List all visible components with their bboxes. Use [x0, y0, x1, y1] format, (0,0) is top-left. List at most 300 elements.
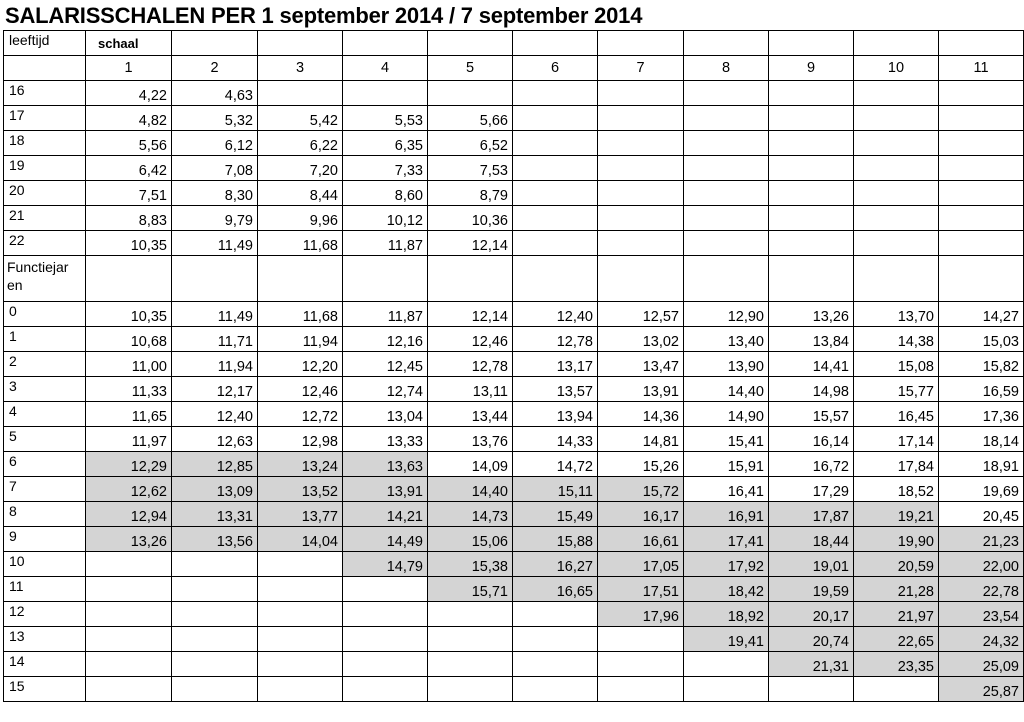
- wage-cell: 10,35: [86, 231, 172, 256]
- function-year-row: [4, 427, 1024, 452]
- wage-cell: 6,42: [86, 156, 172, 181]
- function-year-row: [4, 677, 1024, 702]
- empty-cell: [86, 577, 172, 602]
- empty-cell: [513, 81, 598, 106]
- empty-cell: [684, 81, 769, 106]
- age-row: [4, 156, 1024, 181]
- row-label: 21: [4, 206, 86, 231]
- empty-cell: [172, 652, 258, 677]
- empty-cell: [428, 256, 513, 302]
- scale-number-6: 6: [513, 56, 598, 81]
- empty-cell: [513, 31, 598, 56]
- wage-cell: 14,09: [428, 452, 513, 477]
- empty-cell: [598, 677, 684, 702]
- empty-cell: [684, 156, 769, 181]
- wage-cell: 16,61: [598, 527, 684, 552]
- wage-cell: 6,12: [172, 131, 258, 156]
- empty-cell: [86, 652, 172, 677]
- empty-cell: [598, 652, 684, 677]
- wage-cell: 24,32: [939, 627, 1024, 652]
- wage-cell: 13,26: [86, 527, 172, 552]
- wage-cell: 19,69: [939, 477, 1024, 502]
- wage-cell: 11,71: [172, 327, 258, 352]
- empty-cell: [172, 677, 258, 702]
- wage-cell: 13,76: [428, 427, 513, 452]
- scale-header: schaal: [86, 31, 172, 56]
- wage-cell: 13,70: [854, 302, 939, 327]
- empty-cell: [598, 156, 684, 181]
- wage-cell: 16,91: [684, 502, 769, 527]
- wage-cell: 14,79: [343, 552, 428, 577]
- empty-cell: [598, 627, 684, 652]
- wage-cell: 13,57: [513, 377, 598, 402]
- empty-cell: [854, 131, 939, 156]
- wage-cell: 11,49: [172, 302, 258, 327]
- empty-cell: [684, 256, 769, 302]
- wage-cell: 12,94: [86, 502, 172, 527]
- wage-cell: 15,41: [684, 427, 769, 452]
- wage-cell: 10,36: [428, 206, 513, 231]
- wage-cell: 22,65: [854, 627, 939, 652]
- empty-cell: [513, 602, 598, 627]
- wage-cell: 19,90: [854, 527, 939, 552]
- empty-cell: [86, 256, 172, 302]
- wage-cell: 15,88: [513, 527, 598, 552]
- scale-number-5: 5: [428, 56, 513, 81]
- wage-cell: 5,42: [258, 106, 343, 131]
- wage-cell: 20,17: [769, 602, 854, 627]
- wage-cell: 13,90: [684, 352, 769, 377]
- empty-cell: [769, 156, 854, 181]
- wage-cell: 8,44: [258, 181, 343, 206]
- empty-cell: [258, 577, 343, 602]
- wage-cell: 19,21: [854, 502, 939, 527]
- empty-cell: [598, 106, 684, 131]
- wage-cell: 19,01: [769, 552, 854, 577]
- wage-cell: 13,94: [513, 402, 598, 427]
- wage-cell: 12,14: [428, 231, 513, 256]
- empty-cell: [854, 81, 939, 106]
- empty-cell: [769, 106, 854, 131]
- wage-cell: 21,28: [854, 577, 939, 602]
- age-row: [4, 231, 1024, 256]
- row-label: 16: [4, 81, 86, 106]
- function-year-row: [4, 602, 1024, 627]
- wage-cell: 5,53: [343, 106, 428, 131]
- empty-cell: [854, 206, 939, 231]
- function-year-row: [4, 327, 1024, 352]
- wage-cell: 6,52: [428, 131, 513, 156]
- empty-cell: [172, 256, 258, 302]
- wage-cell: 12,45: [343, 352, 428, 377]
- wage-cell: 11,49: [172, 231, 258, 256]
- wage-cell: 4,22: [86, 81, 172, 106]
- wage-cell: 16,27: [513, 552, 598, 577]
- wage-cell: 13,84: [769, 327, 854, 352]
- row-label: 0: [4, 302, 86, 327]
- wage-cell: 11,87: [343, 231, 428, 256]
- wage-cell: 14,98: [769, 377, 854, 402]
- wage-cell: 15,03: [939, 327, 1024, 352]
- wage-cell: 14,36: [598, 402, 684, 427]
- wage-cell: 13,77: [258, 502, 343, 527]
- wage-cell: 25,87: [939, 677, 1024, 702]
- empty-cell: [939, 156, 1024, 181]
- wage-cell: 25,09: [939, 652, 1024, 677]
- function-year-row: [4, 352, 1024, 377]
- scale-number-8: 8: [684, 56, 769, 81]
- wage-cell: 10,68: [86, 327, 172, 352]
- empty-cell: [939, 181, 1024, 206]
- wage-cell: 12,16: [343, 327, 428, 352]
- wage-cell: 15,71: [428, 577, 513, 602]
- empty-cell: [684, 181, 769, 206]
- row-label: 20: [4, 181, 86, 206]
- empty-cell: [343, 677, 428, 702]
- wage-cell: 13,24: [258, 452, 343, 477]
- row-label: 15: [4, 677, 86, 702]
- empty-cell: [428, 602, 513, 627]
- empty-cell: [258, 652, 343, 677]
- wage-cell: 14,04: [258, 527, 343, 552]
- wage-cell: 5,56: [86, 131, 172, 156]
- wage-cell: 21,31: [769, 652, 854, 677]
- wage-cell: 12,78: [428, 352, 513, 377]
- wage-cell: 15,77: [854, 377, 939, 402]
- row-label: 7: [4, 477, 86, 502]
- scale-number-2: 2: [172, 56, 258, 81]
- wage-cell: 17,87: [769, 502, 854, 527]
- wage-cell: 8,60: [343, 181, 428, 206]
- row-label: 22: [4, 231, 86, 256]
- empty-cell: [513, 652, 598, 677]
- row-label: 12: [4, 602, 86, 627]
- page-title: SALARISSCHALEN PER 1 september 2014 / 7 september 2014: [5, 3, 643, 28]
- empty-cell: [684, 652, 769, 677]
- empty-cell: [939, 231, 1024, 256]
- wage-cell: 11,97: [86, 427, 172, 452]
- wage-cell: 18,42: [684, 577, 769, 602]
- wage-cell: 11,94: [172, 352, 258, 377]
- empty-cell: [428, 627, 513, 652]
- row-label: 9: [4, 527, 86, 552]
- empty-cell: [258, 627, 343, 652]
- wage-cell: 7,33: [343, 156, 428, 181]
- function-year-row: [4, 402, 1024, 427]
- wage-cell: 16,65: [513, 577, 598, 602]
- empty-cell: [598, 206, 684, 231]
- wage-cell: 23,35: [854, 652, 939, 677]
- wage-cell: 13,17: [513, 352, 598, 377]
- wage-cell: 16,17: [598, 502, 684, 527]
- wage-cell: 15,82: [939, 352, 1024, 377]
- wage-cell: 13,11: [428, 377, 513, 402]
- table-body: [4, 31, 1024, 702]
- wage-cell: 11,68: [258, 302, 343, 327]
- scale-number-1: 1: [86, 56, 172, 81]
- wage-cell: 12,40: [172, 402, 258, 427]
- wage-cell: 13,56: [172, 527, 258, 552]
- empty-cell: [598, 31, 684, 56]
- empty-cell: [513, 181, 598, 206]
- wage-cell: 18,44: [769, 527, 854, 552]
- wage-cell: 16,72: [769, 452, 854, 477]
- empty-cell: [854, 156, 939, 181]
- row-label: 14: [4, 652, 86, 677]
- empty-cell: [258, 31, 343, 56]
- empty-cell: [428, 81, 513, 106]
- empty-cell: [428, 652, 513, 677]
- empty-cell: [513, 131, 598, 156]
- wage-cell: 15,11: [513, 477, 598, 502]
- wage-cell: 12,14: [428, 302, 513, 327]
- empty-cell: [769, 677, 854, 702]
- wage-cell: 15,91: [684, 452, 769, 477]
- empty-cell: [86, 677, 172, 702]
- wage-cell: 7,53: [428, 156, 513, 181]
- empty-cell: [86, 602, 172, 627]
- age-row: [4, 81, 1024, 106]
- empty-cell: [4, 56, 86, 81]
- wage-cell: 14,90: [684, 402, 769, 427]
- wage-cell: 17,92: [684, 552, 769, 577]
- wage-cell: 13,33: [343, 427, 428, 452]
- wage-cell: 13,91: [343, 477, 428, 502]
- wage-cell: 15,49: [513, 502, 598, 527]
- empty-cell: [172, 602, 258, 627]
- wage-cell: 17,36: [939, 402, 1024, 427]
- wage-cell: 15,26: [598, 452, 684, 477]
- function-year-row: [4, 577, 1024, 602]
- wage-cell: 7,08: [172, 156, 258, 181]
- wage-cell: 6,35: [343, 131, 428, 156]
- wage-cell: 12,74: [343, 377, 428, 402]
- function-year-row: [4, 452, 1024, 477]
- empty-cell: [939, 206, 1024, 231]
- empty-cell: [86, 627, 172, 652]
- empty-cell: [258, 81, 343, 106]
- empty-cell: [854, 231, 939, 256]
- wage-cell: 12,78: [513, 327, 598, 352]
- wage-cell: 15,72: [598, 477, 684, 502]
- row-label: 10: [4, 552, 86, 577]
- empty-cell: [513, 231, 598, 256]
- wage-cell: 12,17: [172, 377, 258, 402]
- wage-cell: 17,29: [769, 477, 854, 502]
- empty-cell: [343, 652, 428, 677]
- wage-cell: 13,63: [343, 452, 428, 477]
- empty-cell: [769, 81, 854, 106]
- empty-cell: [172, 627, 258, 652]
- scale-number-11: 11: [939, 56, 1024, 81]
- wage-cell: 13,26: [769, 302, 854, 327]
- wage-cell: 11,65: [86, 402, 172, 427]
- wage-cell: 11,68: [258, 231, 343, 256]
- empty-cell: [513, 106, 598, 131]
- wage-cell: 20,45: [939, 502, 1024, 527]
- row-label: 3: [4, 377, 86, 402]
- scale-number-7: 7: [598, 56, 684, 81]
- wage-cell: 15,08: [854, 352, 939, 377]
- function-year-row: [4, 302, 1024, 327]
- row-label: 19: [4, 156, 86, 181]
- empty-cell: [598, 181, 684, 206]
- empty-cell: [939, 131, 1024, 156]
- wage-cell: 20,59: [854, 552, 939, 577]
- row-label: 17: [4, 106, 86, 131]
- function-year-row: [4, 477, 1024, 502]
- empty-cell: [598, 256, 684, 302]
- row-label: 8: [4, 502, 86, 527]
- wage-cell: 10,35: [86, 302, 172, 327]
- row-label: 4: [4, 402, 86, 427]
- wage-cell: 5,32: [172, 106, 258, 131]
- section-row-functiejaren: [4, 256, 1024, 302]
- empty-cell: [428, 677, 513, 702]
- wage-cell: 11,94: [258, 327, 343, 352]
- empty-cell: [343, 602, 428, 627]
- wage-cell: 22,78: [939, 577, 1024, 602]
- empty-cell: [343, 627, 428, 652]
- row-label: 2: [4, 352, 86, 377]
- wage-cell: 4,82: [86, 106, 172, 131]
- wage-cell: 5,66: [428, 106, 513, 131]
- wage-cell: 13,09: [172, 477, 258, 502]
- empty-cell: [513, 677, 598, 702]
- empty-cell: [258, 602, 343, 627]
- wage-cell: 12,40: [513, 302, 598, 327]
- scale-number-4: 4: [343, 56, 428, 81]
- section-label: Functiejar en: [4, 256, 86, 302]
- age-row: [4, 131, 1024, 156]
- empty-cell: [343, 256, 428, 302]
- function-year-row: [4, 502, 1024, 527]
- wage-cell: 12,72: [258, 402, 343, 427]
- wage-cell: 22,00: [939, 552, 1024, 577]
- wage-cell: 18,52: [854, 477, 939, 502]
- wage-cell: 11,33: [86, 377, 172, 402]
- empty-cell: [684, 231, 769, 256]
- row-label: 1: [4, 327, 86, 352]
- empty-cell: [513, 206, 598, 231]
- wage-cell: 21,97: [854, 602, 939, 627]
- wage-cell: 9,96: [258, 206, 343, 231]
- wage-cell: 13,40: [684, 327, 769, 352]
- wage-cell: 19,59: [769, 577, 854, 602]
- wage-cell: 14,72: [513, 452, 598, 477]
- wage-cell: 13,47: [598, 352, 684, 377]
- wage-cell: 15,38: [428, 552, 513, 577]
- wage-cell: 14,73: [428, 502, 513, 527]
- wage-cell: 17,51: [598, 577, 684, 602]
- empty-cell: [172, 31, 258, 56]
- wage-cell: 13,44: [428, 402, 513, 427]
- empty-cell: [258, 256, 343, 302]
- empty-cell: [769, 181, 854, 206]
- empty-cell: [939, 31, 1024, 56]
- wage-cell: 12,90: [684, 302, 769, 327]
- wage-cell: 17,96: [598, 602, 684, 627]
- empty-cell: [598, 81, 684, 106]
- wage-cell: 9,79: [172, 206, 258, 231]
- wage-cell: 14,21: [343, 502, 428, 527]
- wage-cell: 15,06: [428, 527, 513, 552]
- empty-cell: [428, 31, 513, 56]
- row-label: 11: [4, 577, 86, 602]
- empty-cell: [684, 206, 769, 231]
- wage-cell: 17,14: [854, 427, 939, 452]
- wage-cell: 12,98: [258, 427, 343, 452]
- wage-cell: 15,57: [769, 402, 854, 427]
- empty-cell: [684, 677, 769, 702]
- empty-cell: [684, 106, 769, 131]
- wage-cell: 12,57: [598, 302, 684, 327]
- wage-cell: 4,63: [172, 81, 258, 106]
- wage-cell: 19,41: [684, 627, 769, 652]
- wage-cell: 13,91: [598, 377, 684, 402]
- age-row: [4, 106, 1024, 131]
- empty-cell: [769, 256, 854, 302]
- header-row-labels: [4, 31, 1024, 56]
- empty-cell: [598, 131, 684, 156]
- empty-cell: [343, 31, 428, 56]
- empty-cell: [513, 627, 598, 652]
- empty-cell: [513, 256, 598, 302]
- wage-cell: 20,74: [769, 627, 854, 652]
- empty-cell: [343, 577, 428, 602]
- wage-cell: 6,22: [258, 131, 343, 156]
- wage-cell: 18,14: [939, 427, 1024, 452]
- empty-cell: [769, 31, 854, 56]
- wage-cell: 13,31: [172, 502, 258, 527]
- wage-cell: 13,52: [258, 477, 343, 502]
- empty-cell: [258, 552, 343, 577]
- wage-cell: 13,04: [343, 402, 428, 427]
- function-year-row: [4, 527, 1024, 552]
- row-label: 6: [4, 452, 86, 477]
- age-column-header: leeftijd: [4, 31, 86, 56]
- wage-cell: 21,23: [939, 527, 1024, 552]
- wage-cell: 12,63: [172, 427, 258, 452]
- scale-number-9: 9: [769, 56, 854, 81]
- wage-cell: 12,46: [258, 377, 343, 402]
- wage-cell: 16,14: [769, 427, 854, 452]
- wage-cell: 16,45: [854, 402, 939, 427]
- function-year-row: [4, 377, 1024, 402]
- function-year-row: [4, 652, 1024, 677]
- function-year-row: [4, 627, 1024, 652]
- wage-cell: 14,40: [684, 377, 769, 402]
- wage-cell: 8,79: [428, 181, 513, 206]
- empty-cell: [939, 81, 1024, 106]
- wage-cell: 7,20: [258, 156, 343, 181]
- wage-cell: 23,54: [939, 602, 1024, 627]
- empty-cell: [854, 677, 939, 702]
- wage-cell: 18,92: [684, 602, 769, 627]
- wage-cell: 14,33: [513, 427, 598, 452]
- empty-cell: [769, 131, 854, 156]
- wage-cell: 14,27: [939, 302, 1024, 327]
- empty-cell: [854, 256, 939, 302]
- empty-cell: [513, 156, 598, 181]
- salary-scale-table: [3, 30, 1024, 702]
- empty-cell: [86, 552, 172, 577]
- empty-cell: [854, 181, 939, 206]
- empty-cell: [769, 206, 854, 231]
- wage-cell: 17,05: [598, 552, 684, 577]
- scale-number-10: 10: [854, 56, 939, 81]
- empty-cell: [939, 106, 1024, 131]
